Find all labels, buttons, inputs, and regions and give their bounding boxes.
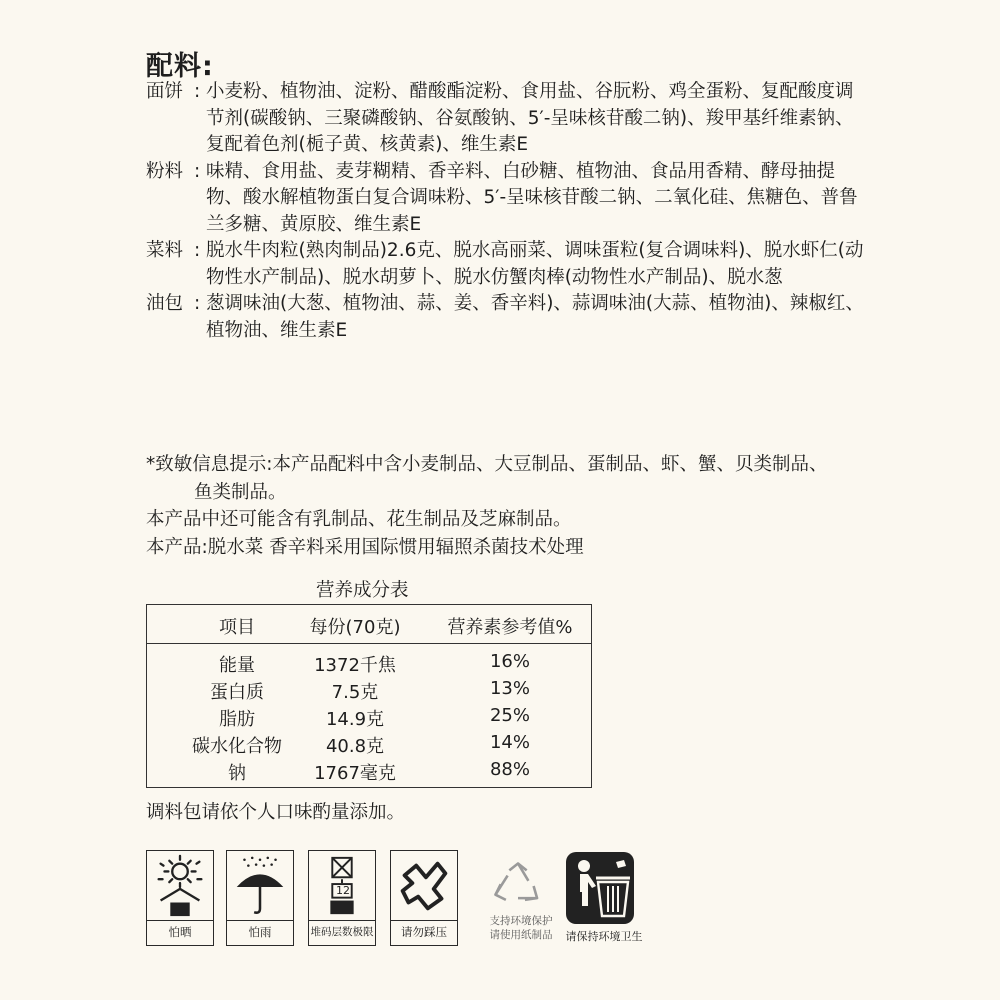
- recycle-caption-line1: 支持环境保护: [489, 915, 553, 927]
- ingredient-row-oil: [146, 291, 866, 344]
- nutrient-name: 碳水化合物: [192, 736, 282, 757]
- ingredient-colon: :: [194, 293, 201, 314]
- sun-caption: 怕晒: [147, 920, 213, 945]
- ingredient-row-vegetables: [146, 238, 866, 291]
- keep-from-sun-label: [146, 850, 214, 946]
- irradiation-note: 本产品:脱水菜 香辛料采用国际惯用辐照杀菌技术处理: [146, 536, 584, 558]
- cross-contamination-note: 本产品中还可能含有乳制品、花生制品及芝麻制品。: [146, 509, 572, 530]
- nutrient-nrv: 25%: [489, 705, 530, 726]
- nutrient-name: 能量: [219, 655, 255, 676]
- ingredient-label: 面饼: [146, 81, 184, 102]
- nutrient-amount: 14.9克: [325, 709, 385, 730]
- recycle-caption-line2: 请使用纸制品: [489, 929, 553, 941]
- stack-limit-number: 12: [336, 884, 350, 897]
- header-item: 项目: [219, 617, 255, 638]
- nutrition-table-title: 营养成分表: [316, 580, 409, 601]
- nutrient-nrv: 16%: [489, 651, 530, 672]
- nutrient-amount: 1767毫克: [314, 763, 396, 784]
- header-nrv: 营养素参考值%: [447, 617, 573, 638]
- allergen-notes: [146, 451, 866, 561]
- ingredient-colon: :: [194, 81, 201, 102]
- ingredient-label: 菜料: [146, 240, 184, 261]
- nutrition-table: [146, 604, 592, 788]
- ingredients-title: 配料:: [146, 51, 214, 82]
- seasoning-note: 调料包请依个人口味酌量添加。: [146, 802, 406, 823]
- tidy-bin-icon: [566, 852, 634, 924]
- ingredient-row-powder: [146, 159, 866, 239]
- stack-caption: 堆码层数极限: [309, 920, 375, 945]
- umbrella-icon: [227, 851, 293, 921]
- nutrient-amount: 40.8克: [325, 736, 385, 757]
- ingredient-row-noodle: [146, 79, 866, 159]
- nutrient-name: 蛋白质: [210, 682, 264, 703]
- nutrient-name: 脂肪: [219, 709, 255, 730]
- no-step-caption: 请勿踩压: [391, 920, 457, 945]
- nutrient-nrv: 88%: [489, 759, 530, 780]
- rain-caption: 怕雨: [227, 920, 293, 945]
- nutrition-table-header: [147, 605, 591, 644]
- ingredient-text: 味精、食用盐、麦芽糊精、香辛料、白砂糖、植物油、食品用香精、酵母抽提物、酸水解植物蛋白复合调味粉、5′-呈味核苷酸二钠、二氧化硅、焦糖色、普鲁兰多糖、黄原胶、维生素E: [206, 160, 858, 235]
- sun-icon: [147, 851, 213, 921]
- allergen-line-continued: 鱼类制品。: [194, 481, 287, 503]
- nutrient-amount: 1372千焦: [314, 655, 396, 676]
- no-step-icon: [391, 851, 457, 921]
- nutrient-amount: 7.5克: [331, 682, 379, 703]
- ingredient-label: 油包: [146, 293, 184, 314]
- bin-caption: 请保持环境卫生: [565, 930, 643, 943]
- nutrient-name: 钠: [228, 763, 246, 784]
- keep-dry-label: [226, 850, 294, 946]
- ingredient-colon: :: [194, 160, 201, 182]
- ingredient-text: 脱水牛肉粒(熟肉制品)2.6克、脱水高丽菜、调味蛋粒(复合调味料)、脱水虾仁(动物性水产制品)、脱水胡萝卜、脱水仿蟹肉棒(动物性水产制品)、脱水葱: [206, 240, 864, 288]
- header-per-serving: 每份(70克): [309, 617, 401, 638]
- do-not-step-label: [390, 850, 458, 946]
- nutrient-nrv: 14%: [489, 732, 530, 753]
- nutrient-nrv: 13%: [489, 678, 530, 699]
- recycle-icon: [478, 860, 558, 912]
- stacking-limit-label: [308, 850, 376, 946]
- ingredient-text: 小麦粉、植物油、淀粉、醋酸酯淀粉、食用盐、谷朊粉、鸡全蛋粉、复配酸度调节剂(碳酸钠、三聚磷酸钠、谷氨酸钠、5′-呈味核苷酸二钠)、羧甲基纤维素钠、复配着色剂(栀子黄、核黄素)、维生素E: [206, 81, 854, 155]
- allergen-line: *致敏信息提示:本产品配料中含小麦制品、大豆制品、蛋制品、虾、蟹、贝类制品、: [146, 454, 828, 475]
- ingredient-label: 粉料: [146, 160, 184, 182]
- ingredient-colon: :: [194, 240, 201, 261]
- ingredient-text: 葱调味油(大葱、植物油、蒜、姜、香辛料)、蒜调味油(大蒜、植物油)、辣椒红、植物油、维生素E: [206, 293, 864, 341]
- ingredients-list: [146, 79, 866, 344]
